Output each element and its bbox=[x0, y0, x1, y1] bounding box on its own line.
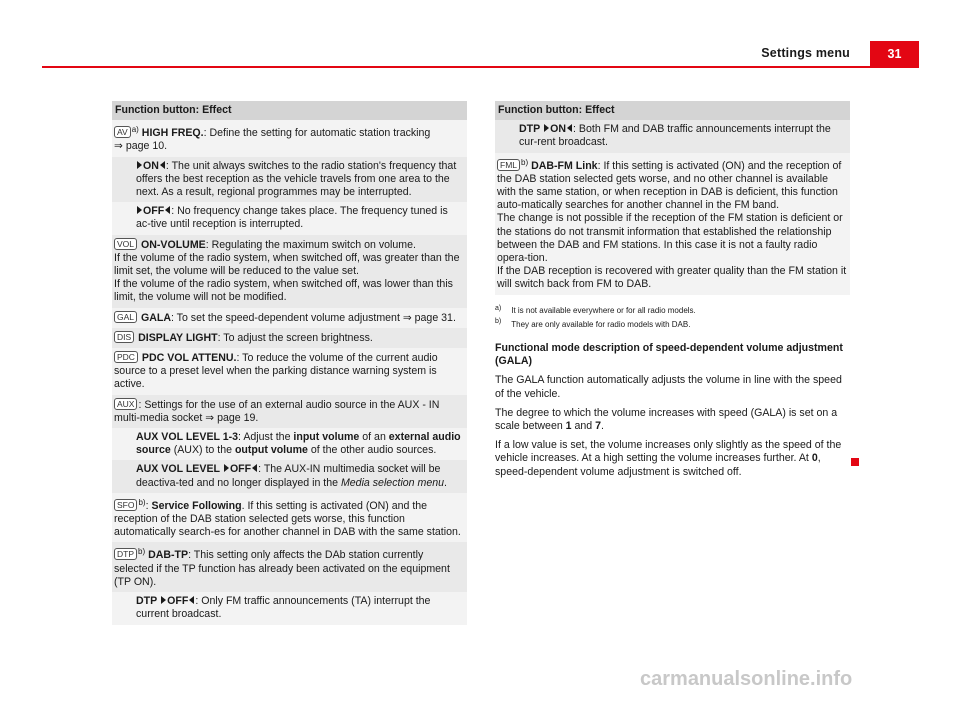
arrow-left-icon bbox=[252, 464, 257, 472]
paragraph: The degree to which the volume increases with speed (GALA) is set on a scale between 1 and 7. bbox=[495, 406, 838, 432]
table-row-sfo: SFO $^{b)}$: Service Following. If this setting is activated (ON) and the reception of the DAB station selected gets worse, this function automatically search-es for another channel in DAB with the same station. bbox=[112, 493, 467, 543]
footnote: $^{b)}$ They are only available for radio models with DAB. bbox=[495, 318, 691, 329]
arrow-right-icon bbox=[161, 596, 166, 604]
table-row-av-off: OFF : No frequency change takes place. The frequency tuned is ac-tive until reception is interrupted. bbox=[112, 202, 467, 234]
vol-button-icon: VOL bbox=[114, 238, 137, 250]
header-rule bbox=[42, 66, 919, 68]
dtp-button-icon: DTP bbox=[114, 548, 137, 560]
av-button-icon: AV bbox=[114, 126, 131, 138]
table-row-aux-off: AUX VOL LEVEL OFF : The AUX-IN multimedia socket will be deactiva-ted and no longer displayed in the Media selection menu. bbox=[112, 460, 467, 492]
table-row-av-on: ON : The unit always switches to the radio station's frequency that offers the best reception as the vehicle travels from one area to the next. As a result, regional programmes may be interrupted. bbox=[112, 157, 467, 203]
arrow-left-icon bbox=[165, 206, 170, 214]
dis-button-icon: DIS bbox=[114, 331, 134, 343]
table-row-dis: DIS DISPLAY LIGHT: To adjust the screen brightness. bbox=[112, 328, 467, 348]
table-row-av: AV $^{a)}$ HIGH FREQ.: Define the setting for automatic station tracking ⇒ page 10. bbox=[112, 120, 467, 156]
arrow-right-icon bbox=[137, 206, 142, 214]
aux-button-icon: AUX bbox=[114, 398, 137, 410]
arrow-left-icon bbox=[567, 124, 572, 132]
arrow-right-icon bbox=[137, 161, 142, 169]
table-row-pdc: PDC PDC VOL ATTENU.: To reduce the volume of the current audio source to a preset level when the parking distance warning system is active. bbox=[112, 348, 467, 395]
table-header: Function button: Effect bbox=[112, 101, 467, 120]
paragraph: The GALA function automatically adjusts the volume in line with the speed of the vehicle. bbox=[495, 374, 842, 400]
table-row-dtp: DTP $^{b)}$ DAB-TP: This setting only affects the DAb station currently selected if the TP function has already been activated on the equipment (TP ON). bbox=[112, 542, 467, 592]
section-end-marker bbox=[851, 458, 859, 466]
table-row-gal: GAL GALA: To set the speed-dependent volume adjustment ⇒ page 31. bbox=[112, 308, 467, 328]
arrow-right-icon bbox=[544, 124, 549, 132]
arrow-left-icon bbox=[189, 596, 194, 604]
right-column bbox=[495, 101, 850, 479]
arrow-left-icon bbox=[160, 161, 165, 169]
table-row-dtp-on: DTP ON : Both FM and DAB traffic announcements interrupt the cur-rent broadcast. bbox=[495, 120, 850, 152]
pdc-button-icon: PDC bbox=[114, 351, 138, 363]
footnotes bbox=[495, 303, 850, 330]
sfo-button-icon: SFO bbox=[114, 499, 137, 511]
left-column bbox=[112, 101, 467, 625]
fml-button-icon: FML bbox=[497, 159, 520, 171]
gal-button-icon: GAL bbox=[114, 311, 137, 323]
table-row-aux-level: AUX VOL LEVEL 1-3: Adjust the input volume of an external audio source (AUX) to the output volume of the other audio sources. bbox=[112, 428, 467, 460]
table-row-vol: VOL ON-VOLUME: Regulating the maximum switch on volume. If the volume of the radio system, when switched off, was greater than the limit set, the volume will be reduced to the value set. If the volume of the radio system, when switched off, was lower than this limit, the volume will not be modified. bbox=[112, 235, 467, 308]
table-row-fml: FML $^{b)}$ DAB-FM Link: If this setting is activated (ON) and the reception of the DAB station selected gets worse, and no other channel is available with the same station, or when reception in DAB is deficient, this function auto-matically searches for another channel in the FM band. The change is not possible if the reception of the FM station is deficient or the stations do not transmit information that established the relationship between the DAB and FM stations. In this case it is not a faulty radio opera-tion. If the DAB reception is recovered with greater quality than the FM station it will switch back from FM to DAB. bbox=[495, 153, 850, 295]
table-row-aux: AUX : Settings for the use of an external audio source in the AUX - IN multi-media socket ⇒ page 19. bbox=[112, 395, 467, 428]
table-row-dtp-off: DTP OFF : Only FM traffic announcements (TA) interrupt the current broadcast. bbox=[112, 592, 467, 624]
section-heading: Functional mode description of speed-dependent volume adjustment (GALA) bbox=[495, 341, 843, 368]
paragraph: If a low value is set, the volume increases only slightly as the speed of the vehicle increases. At a high setting the volume increases further. At 0, speed-dependent volume adjustment is switched off. bbox=[495, 439, 842, 478]
arrow-right-icon bbox=[224, 464, 229, 472]
watermark: carmanualsonline.info bbox=[640, 668, 853, 690]
page-number: 31 bbox=[870, 41, 919, 67]
section-title: Settings menu bbox=[761, 46, 850, 60]
footnote: $^{a)}$ It is not available everywhere or for all radio models. bbox=[495, 304, 696, 316]
table-header: Function button: Effect bbox=[495, 101, 850, 120]
